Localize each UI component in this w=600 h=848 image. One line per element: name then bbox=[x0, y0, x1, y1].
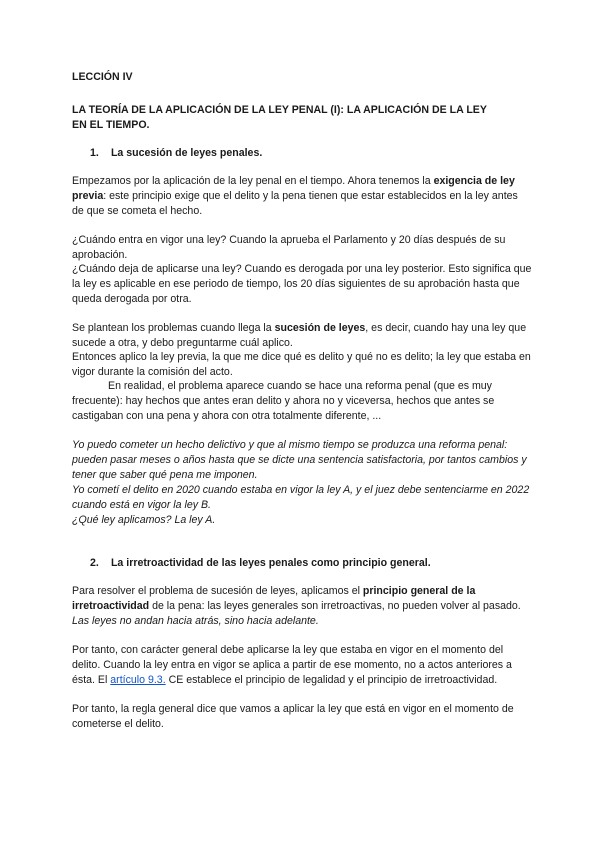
s2-p2-text-a: Por tanto, con carácter general debe aplicarse la ley que estaba en vigor en el momento del delito. Cuando la ley entra en vigor se aplica a partir de ese momento, no a actos anteriores a ésta. El bbox=[72, 644, 512, 686]
s1-p4-text-a: Se plantean los problemas cuando llega la bbox=[72, 322, 275, 334]
s2-paragraph-2 bbox=[72, 643, 532, 688]
s2-paragraph-3: Por tanto, la regla general dice que vamos a aplicar la ley que está en vigor en el momento de cometerse el delito. bbox=[72, 703, 514, 730]
page-title bbox=[72, 103, 532, 133]
s2-paragraph-1 bbox=[72, 584, 532, 629]
s1-p1-bold: exigencia de ley previa bbox=[72, 175, 515, 202]
section-1-title: La sucesión de leyes penales. bbox=[110, 147, 263, 159]
s1-paragraph-1 bbox=[72, 174, 532, 219]
s1-p1-text-a: Empezamos por la aplicación de la ley penal en el tiempo. Ahora tenemos la bbox=[72, 175, 434, 187]
s1-p4-bold: sucesión de leyes bbox=[274, 322, 366, 334]
s1-example-1: Yo puedo cometer un hecho delictivo y que al mismo tiempo se produzca una reforma penal: pueden pasar meses o años hasta que se dicte una sentencia satisfactoria, por tantos cambios y tener que saber qué pena me imponen. bbox=[72, 439, 527, 481]
s2-p1-text-a: Para resolver el problema de sucesión de leyes, aplicamos el bbox=[72, 585, 363, 597]
section-2-heading bbox=[90, 556, 550, 571]
s1-paragraph-3: ¿Cuándo deja de aplicarse una ley? Cuando es derogada por una ley posterior. Esto significa que la ley es aplicable en ese periodo de tiempo, los 20 días siguientes de su aprobación hasta que queda derogada por otra. bbox=[72, 263, 532, 305]
s1-example-2: Yo cometí el delito en 2020 cuando estaba en vigor la ley A, y el juez debe sentenciarme en 2022 cuando está en vigor la ley B. bbox=[72, 484, 530, 511]
s1-paragraph-4 bbox=[72, 321, 532, 351]
s1-paragraph-5: Entonces aplico la ley previa, la que me dice qué es delito y qué no es delito; la ley que estaba en vigor durante la comisión del acto. bbox=[72, 351, 531, 378]
article-9-3-link[interactable]: artículo 9.3. bbox=[110, 674, 166, 686]
s2-p1-text-c: de la pena: las leyes generales son irretroactivas, no pueden volver al pasado. bbox=[149, 600, 521, 612]
lesson-label: LECCIÓN IV bbox=[72, 71, 133, 83]
s1-p1-text-c: : este principio exige que el delito y la pena tienen que estar establecidos en la ley antes de que se cometa el hecho. bbox=[72, 190, 518, 217]
s2-p1-italic: Las leyes no andan hacia atrás, sino hacia adelante. bbox=[72, 615, 319, 627]
s2-p1-bold: principio general de la irretroactividad bbox=[72, 585, 476, 612]
section-1-heading bbox=[90, 146, 550, 161]
s2-p2-text-c: CE establece el principio de legalidad y el principio de irretroactividad. bbox=[165, 674, 498, 686]
s1-example-3: ¿Qué ley aplicamos? La ley A. bbox=[72, 514, 216, 526]
section-2-title: La irretroactividad de las leyes penales como principio general. bbox=[110, 557, 431, 569]
section-1-number: 1. bbox=[90, 147, 99, 159]
title-line-1: LA TEORÍA DE LA APLICACIÓN DE LA LEY PENAL (I): LA APLICACIÓN DE LA LEY bbox=[72, 104, 487, 116]
s1-p4-text-c: , es decir, cuando hay una ley que sucede a otra, y debo preguntarme cuál aplico. bbox=[72, 322, 527, 349]
s1-paragraph-6: En realidad, el problema aparece cuando se hace una reforma penal (que es muy frecuente): hay hechos que antes eran delito y ahora no y viceversa, hechos que antes se castigaban con una pena y ahora con otra totalmente diferente, ... bbox=[72, 380, 495, 422]
title-line-2: EN EL TIEMPO. bbox=[72, 119, 150, 131]
s1-paragraph-2: ¿Cuándo entra en vigor una ley? Cuando la aprueba el Parlamento y 20 días después de su aprobación. bbox=[72, 234, 506, 261]
section-2-number: 2. bbox=[90, 557, 99, 569]
